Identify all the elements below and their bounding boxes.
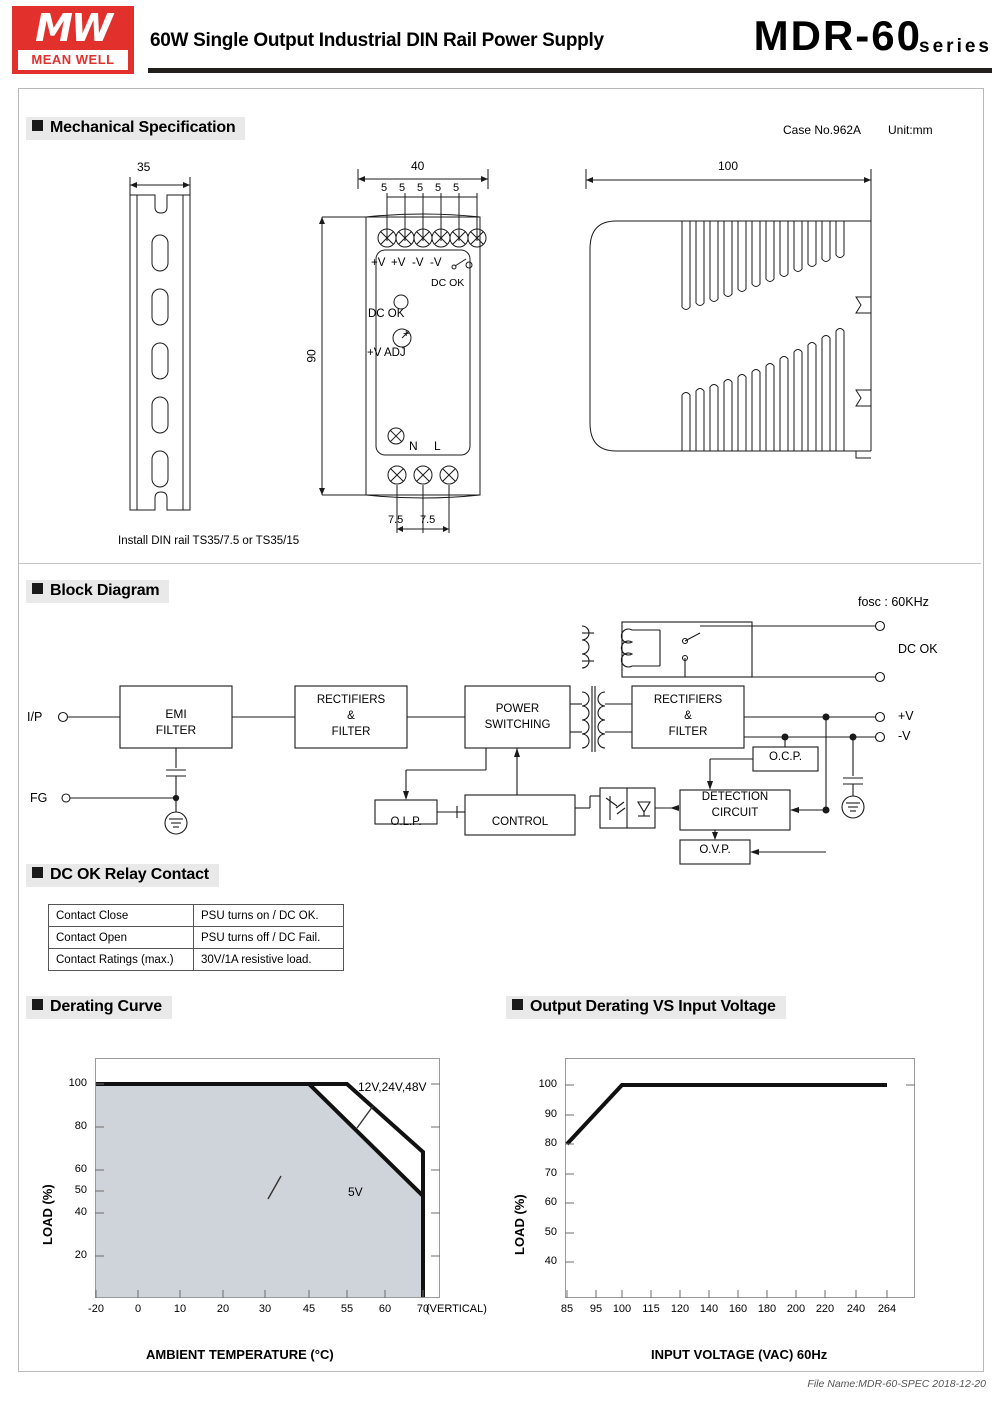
input-xtick-4: 120 xyxy=(670,1303,690,1315)
relay-value-0: PSU turns on / DC OK. xyxy=(194,905,344,927)
block-emi-line1: EMI xyxy=(165,707,187,721)
section-title-input-derating: Output Derating VS Input Voltage xyxy=(530,998,776,1015)
derating-xtick-6: 55 xyxy=(340,1303,354,1315)
section-header-derating xyxy=(26,996,172,1019)
rail-width-dimension: 35 xyxy=(137,160,151,174)
section-title-relay: DC OK Relay Contact xyxy=(50,866,209,883)
terminal-label-3: -V xyxy=(430,257,442,269)
product-subtitle: 60W Single Output Industrial DIN Rail Power Supply xyxy=(150,30,604,51)
pitch-bottom-0: 7.5 xyxy=(388,514,404,526)
front-panel-drawing xyxy=(310,155,525,555)
input-ytick-100: 100 xyxy=(538,1078,557,1090)
derating-xtick-3: 20 xyxy=(216,1303,230,1315)
relay-key-0: Contact Close xyxy=(49,905,194,927)
section-title-derating: Derating Curve xyxy=(50,998,162,1015)
derating-ytick-60: 60 xyxy=(74,1163,87,1175)
bullet-square-icon xyxy=(512,999,523,1010)
input-xtick-2: 100 xyxy=(612,1303,632,1315)
logo-mark: MW xyxy=(35,6,111,50)
block-dcok-output-label: DC OK xyxy=(898,642,938,656)
input-xtick-1: 95 xyxy=(589,1303,603,1315)
curve-input-derating xyxy=(567,1085,887,1144)
ac-terminal-n: N xyxy=(409,439,418,453)
pot-plus-label: + xyxy=(403,328,410,340)
terminal-label-0: +V xyxy=(371,257,386,269)
rail-install-note: Install DIN rail TS35/7.5 or TS35/15 xyxy=(118,535,300,547)
input-ytick-70: 70 xyxy=(544,1167,557,1179)
block-emi-line2: FILTER xyxy=(155,723,197,737)
table-row xyxy=(49,927,344,949)
block-rect2-line3: FILTER xyxy=(668,726,708,738)
table-row xyxy=(49,905,344,927)
side-housing-drawing xyxy=(560,155,980,515)
derating-vertical-note: (VERTICAL) xyxy=(426,1303,487,1315)
relay-value-2: 30V/1A resistive load. xyxy=(194,949,344,971)
bullet-square-icon xyxy=(32,583,43,594)
divider-1 xyxy=(19,563,981,564)
derating-curve-lines xyxy=(95,1058,441,1299)
block-fosc-label: fosc : 60KHz xyxy=(858,595,929,609)
product-series: series xyxy=(919,36,992,57)
derating-xtick-1: 0 xyxy=(134,1303,142,1315)
block-power-line1: POWER xyxy=(495,703,540,715)
block-detection-line2: CIRCUIT xyxy=(711,807,759,819)
unit-label: Unit:mm xyxy=(888,123,933,137)
input-xtick-6: 160 xyxy=(728,1303,748,1315)
bullet-square-icon xyxy=(32,867,43,878)
page-header xyxy=(0,0,1000,78)
ac-terminal-l: L xyxy=(434,439,441,453)
derating-ytick-80: 80 xyxy=(74,1120,87,1132)
pitch-top-4: 5 xyxy=(453,182,460,194)
input-xtick-0: 85 xyxy=(560,1303,574,1315)
section-header-input-derating xyxy=(506,996,786,1019)
block-fg-label: FG xyxy=(30,791,48,805)
derating-ytick-50: 50 xyxy=(74,1184,87,1196)
derating-xtick-5: 45 xyxy=(302,1303,316,1315)
relay-key-1: Contact Open xyxy=(49,927,194,949)
block-rect2-line2: & xyxy=(684,710,692,722)
block-detection-line1: DETECTION xyxy=(701,791,769,803)
pitch-top-3: 5 xyxy=(435,182,442,194)
pitch-bottom-1: 7.5 xyxy=(420,514,436,526)
pot-label: +V ADJ xyxy=(367,347,406,359)
din-rail-drawing xyxy=(108,155,338,555)
dcok-led-label: DC OK xyxy=(368,308,405,320)
derating-xtick-7: 60 xyxy=(378,1303,392,1315)
relay-contact-table xyxy=(48,904,344,971)
case-number: Case No.962A xyxy=(783,123,862,137)
section-title-block: Block Diagram xyxy=(50,582,160,599)
section-header-relay xyxy=(26,864,219,887)
derating-xtick-2: 10 xyxy=(173,1303,187,1315)
terminal-label-1: +V xyxy=(391,257,406,269)
block-ovp: O.V.P. xyxy=(699,844,731,856)
input-ytick-50: 50 xyxy=(544,1226,557,1238)
block-ocp: O.C.P. xyxy=(768,751,803,763)
dcok-terminal-label: DC OK xyxy=(431,277,465,289)
input-derating-lines xyxy=(565,1058,916,1299)
input-ytick-40: 40 xyxy=(544,1255,557,1267)
side-length-dimension: 100 xyxy=(718,159,739,173)
block-olp: O.L.P. xyxy=(390,816,422,828)
header-rule xyxy=(148,68,992,73)
derating-ytick-20: 20 xyxy=(74,1249,87,1261)
derating-series-label-5v: 5V xyxy=(348,1185,363,1199)
block-output-positive: +V xyxy=(898,709,914,723)
front-width-dimension: 40 xyxy=(411,159,425,173)
block-output-negative: -V xyxy=(898,729,911,743)
derating-y-axis-title: LOAD (%) xyxy=(40,1184,55,1245)
block-power-line2: SWITCHING xyxy=(484,719,551,731)
input-xtick-8: 200 xyxy=(786,1303,806,1315)
section-title-mechanical: Mechanical Specification xyxy=(50,119,236,136)
meanwell-logo xyxy=(12,6,134,74)
product-model: MDR-60 xyxy=(753,12,922,59)
block-rect1-line1: RECTIFIERS xyxy=(316,694,386,706)
input-xtick-11: 264 xyxy=(877,1303,897,1315)
input-xtick-7: 180 xyxy=(757,1303,777,1315)
section-header-mechanical xyxy=(26,117,245,140)
input-xtick-10: 240 xyxy=(846,1303,866,1315)
input-ytick-80: 80 xyxy=(544,1137,557,1149)
pitch-top-0: 5 xyxy=(381,182,388,194)
input-ytick-60: 60 xyxy=(544,1196,557,1208)
derating-xtick-4: 30 xyxy=(258,1303,272,1315)
terminal-label-2: -V xyxy=(412,257,424,269)
derating-series-label-12v: 12V,24V,48V xyxy=(358,1080,427,1094)
derating-x-axis-title: AMBIENT TEMPERATURE (°C) xyxy=(146,1347,334,1362)
bullet-square-icon xyxy=(32,999,43,1010)
relay-value-1: PSU turns off / DC Fail. xyxy=(194,927,344,949)
footer-filename: File Name:MDR-60-SPEC 2018-12-20 xyxy=(807,1378,986,1390)
front-height-dimension: 90 xyxy=(304,349,319,363)
derating-shaded-region xyxy=(96,1084,423,1297)
block-control: CONTROL xyxy=(491,816,549,828)
input-y-axis-title: LOAD (%) xyxy=(512,1194,527,1255)
block-input-label: I/P xyxy=(27,710,43,724)
input-ytick-90: 90 xyxy=(544,1108,557,1120)
input-xtick-5: 140 xyxy=(699,1303,719,1315)
derating-xtick-0: -20 xyxy=(88,1303,104,1315)
derating-ytick-40: 40 xyxy=(74,1206,87,1218)
pitch-top-1: 5 xyxy=(399,182,406,194)
bullet-square-icon xyxy=(32,120,43,131)
logo-wordmark: MEAN WELL xyxy=(18,50,128,70)
block-rect1-line2: & xyxy=(347,710,355,722)
relay-key-2: Contact Ratings (max.) xyxy=(49,949,194,971)
pitch-top-2: 5 xyxy=(417,182,424,194)
derating-xtick-8: 70 xyxy=(416,1303,430,1315)
table-row xyxy=(49,949,344,971)
input-x-axis-title: INPUT VOLTAGE (VAC) 60Hz xyxy=(651,1347,828,1362)
leader-12v xyxy=(357,1106,373,1128)
derating-ytick-100: 100 xyxy=(68,1077,87,1089)
block-rect1-line3: FILTER xyxy=(331,726,371,738)
block-rect2-line1: RECTIFIERS xyxy=(653,694,723,706)
input-xtick-3: 115 xyxy=(642,1303,660,1315)
input-xtick-9: 220 xyxy=(815,1303,835,1315)
